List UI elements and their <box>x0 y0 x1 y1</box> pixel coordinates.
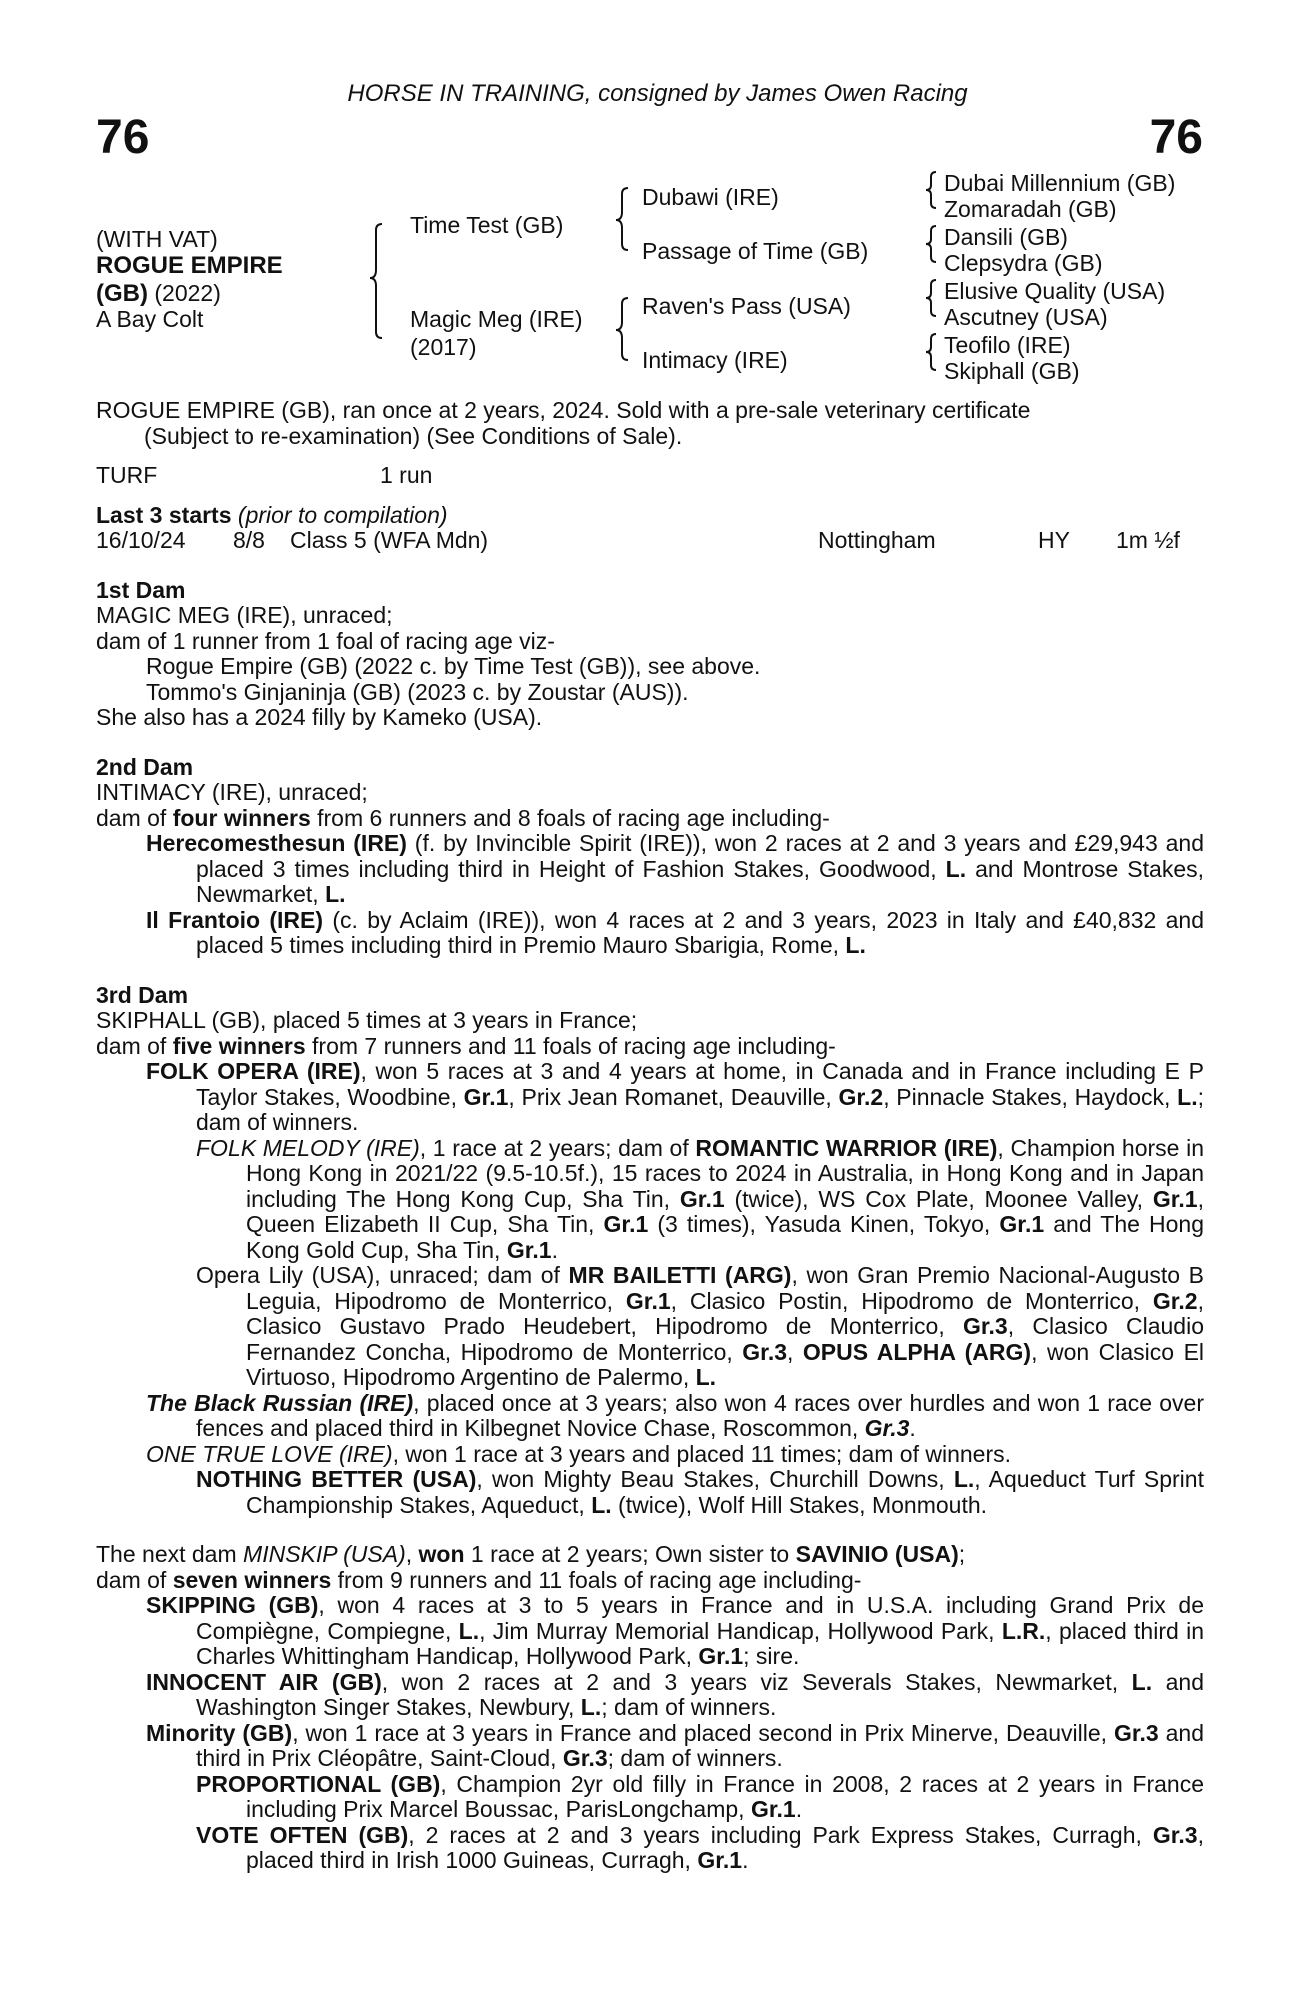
dam3-produce-black-russian: The Black Russian (IRE), placed once at 3 years; also won 4 races over hurdles and won 1 race over fences and placed third in Kilbegnet Novice Chase, Roscommon, Gr.3. <box>146 1389 1204 1441</box>
dam3-produce-one-true-love: ONE TRUE LOVE (IRE), won 1 race at 3 years and placed 11 times; dam of winners. <box>146 1440 1011 1467</box>
dam3-produce-opera-lily: Opera Lily (USA), unraced; dam of MR BAILETTI (ARG), won Gran Premio Nacional-Augusto B Leguia, Hipodromo de Monterrico, Gr.1, Clasico Postin, Hipodromo de Monterrico, Gr.2, Clasico Gustavo Prado Heudebert, Hipodromo de Monterrico, Gr.3, Clasico Claudio Fernandez Concha, Hipodromo de Monterrico, Gr.3, OPUS ALPHA (ARG), won Clasico El Virtuoso, Hipodromo Argentino de Palermo, L. <box>196 1262 1205 1390</box>
pedigree-table <box>96 166 1206 391</box>
dam3-produce-folk-opera: FOLK OPERA (IRE), won 5 races at 3 and 4 years at home, in Canada and in France including E P Taylor Stakes, Woodbine, Gr.1, Prix Jean Romanet, Deauville, Gr.2, Pinnacle Stakes, Haydock, L.; dam of winners. <box>146 1058 1204 1135</box>
sire-dam: Passage of Time (GB) <box>642 238 869 264</box>
horse-name: ROGUE EMPIRE <box>96 252 283 279</box>
dam3-summary: dam of five winners from 7 runners and 11 foals of racing age including- <box>96 1032 836 1059</box>
g3-ancestor: Dubai Millennium (GB) <box>944 170 1176 196</box>
dam2-heading: 2nd Dam <box>96 753 194 780</box>
g3-ancestor: Clepsydra (GB) <box>944 250 1103 276</box>
race-course: Nottingham <box>818 527 936 553</box>
page-header-title: HORSE IN TRAINING, consigned by James Owen Racing <box>347 80 968 107</box>
dam3-produce-folk-melody: FOLK MELODY (IRE), 1 race at 2 years; dam of ROMANTIC WARRIOR (IRE), Champion horse in Hong Kong in 2021/22 (9.5-10.5f.), 15 races to 2024 in Australia, in Hong Kong and in Japan including The Hong Kong Cup, Sha Tin, Gr.1 (twice), WS Cox Plate, Moonee Valley, Gr.1, Queen Elizabeth II Cup, Sha Tin, Gr.1 (3 times), Yasuda Kinen, Tokyo, Gr.1 and The Hong Kong Gold Cup, Sha Tin, Gr.1. <box>196 1134 1205 1263</box>
dam1-produce: Rogue Empire (GB) (2022 c. by Time Test (GB)), see above. <box>146 653 761 679</box>
intro-line-1: ROGUE EMPIRE (GB), ran once at 2 years, 2024. Sold with a pre-sale veterinary certificate <box>96 397 1031 423</box>
dam3-heading: 3rd Dam <box>96 981 189 1008</box>
next-dam-produce-proportional: PROPORTIONAL (GB), Champion 2yr old filly in France in 2008, 2 races at 2 years in France including Prix Marcel Boussac, ParisLongchamp, Gr.1. <box>196 1770 1204 1822</box>
race-date: 16/10/24 <box>96 527 186 553</box>
race-distance: 1m ½f <box>1116 527 1180 553</box>
dam: Magic Meg (IRE) <box>410 306 583 332</box>
record-row <box>96 463 1204 489</box>
next-dam-line: The next dam MINSKIP (USA), won 1 race at 2 years; Own sister to SAVINIO (USA); <box>96 1541 966 1567</box>
race-row <box>96 528 1204 554</box>
dam3-produce-nothing-better: NOTHING BETTER (USA), won Mighty Beau Stakes, Churchill Downs, L., Aqueduct Turf Sprint Championship Stakes, Aqueduct, L. (twice), Wolf Hill Stakes, Monmouth. <box>196 1466 1204 1518</box>
dam1-line: dam of 1 runner from 1 foal of racing age viz- <box>96 627 555 654</box>
dam2-produce-1: Herecomesthesun (IRE) (f. by Invincible Spirit (IRE)), won 2 races at 2 and 3 years and £29,943 and placed 3 times including third in Height of Fashion Stakes, Goodwood, L. and Montrose Stakes, Newmarket, L. <box>146 830 1205 907</box>
dam-year: (2017) <box>410 334 477 360</box>
dam3-line: SKIPHALL (GB), placed 5 times at 3 years in France; <box>96 1007 638 1033</box>
lot-number-left: 76 <box>96 111 150 164</box>
race-going: HY <box>1038 527 1070 553</box>
g3-ancestor: Ascutney (USA) <box>944 304 1108 330</box>
intro-line-2: (Subject to re-examination) (See Conditions of Sale). <box>144 422 683 449</box>
next-dam-produce-minority: Minority (GB), won 1 race at 3 years in France and placed second in Prix Minerve, Deauville, Gr.3 and third in Prix Cléopâtre, Saint-Cloud, Gr.3; dam of winners. <box>146 1719 1205 1771</box>
horse-description: A Bay Colt <box>96 306 204 332</box>
dam1-line: She also has a 2024 filly by Kameko (USA). <box>96 704 543 730</box>
g3-ancestor: Zomaradah (GB) <box>944 196 1117 222</box>
dam-sire: Raven's Pass (USA) <box>642 293 851 319</box>
lot-number-right: 76 <box>1149 111 1203 164</box>
last-starts-heading <box>96 503 1204 529</box>
sire-sire: Dubawi (IRE) <box>642 184 779 210</box>
next-dam-produce-innocent-air: INNOCENT AIR (GB), won 2 races at 2 and 3 years viz Severals Stakes, Newmarket, L. and Washington Singer Stakes, Newbury, L.; dam of winners. <box>146 1668 1204 1720</box>
dam-dam: Intimacy (IRE) <box>642 347 788 373</box>
next-dam-produce-vote-often: VOTE OFTEN (GB), 2 races at 2 and 3 years including Park Express Stakes, Curragh, Gr.3, placed third in Irish 1000 Guineas, Curragh, Gr.1. <box>196 1821 1204 1873</box>
race-class: Class 5 (WFA Mdn) <box>290 527 489 553</box>
last-starts-title: Last 3 starts <box>96 501 232 528</box>
dam1-heading: 1st Dam <box>96 576 186 603</box>
g3-ancestor: Elusive Quality (USA) <box>944 278 1166 304</box>
next-dam-summary: dam of seven winners from 9 runners and 11 foals of racing age including- <box>96 1566 862 1593</box>
race-position: 8/8 <box>233 527 265 553</box>
g3-ancestor: Teofilo (IRE) <box>944 332 1071 358</box>
dam2-produce-2: Il Frantoio (IRE) (c. by Aclaim (IRE)), won 4 races at 2 and 3 years, 2023 in Italy and £40,832 and placed 5 times including third in Premio Mauro Sbarigia, Rome, L. <box>146 906 1204 958</box>
vat-note: (WITH VAT) <box>96 226 218 252</box>
horse-year: (2022) <box>147 280 221 306</box>
horse-origin: (GB) <box>96 280 148 307</box>
dam1-line: MAGIC MEG (IRE), unraced; <box>96 602 393 628</box>
last-starts-note: (prior to compilation) <box>237 501 448 528</box>
g3-ancestor: Dansili (GB) <box>944 224 1068 250</box>
horse-origin-year <box>96 280 221 308</box>
catalogue-body <box>96 398 1204 1874</box>
next-dam-produce-skipping: SKIPPING (GB), won 4 races at 3 to 5 years in France and in U.S.A. including Grand Prix de Compiègne, Compiegne, L., Jim Murray Memorial Handicap, Hollywood Park, L.R., placed third in Charles Whittingham Handicap, Hollywood Park, Gr.1; sire. <box>146 1592 1204 1669</box>
dam2-line: INTIMACY (IRE), unraced; <box>96 779 368 805</box>
record-surface: TURF <box>96 462 158 488</box>
dam2-summary: dam of four winners from 6 runners and 8 foals of racing age including- <box>96 804 830 831</box>
sire: Time Test (GB) <box>410 212 564 238</box>
g3-ancestor: Skiphall (GB) <box>944 358 1080 384</box>
dam1-produce: Tommo's Ginjaninja (GB) (2023 c. by Zoustar (AUS)). <box>146 678 689 705</box>
record-runs: 1 run <box>380 462 433 488</box>
